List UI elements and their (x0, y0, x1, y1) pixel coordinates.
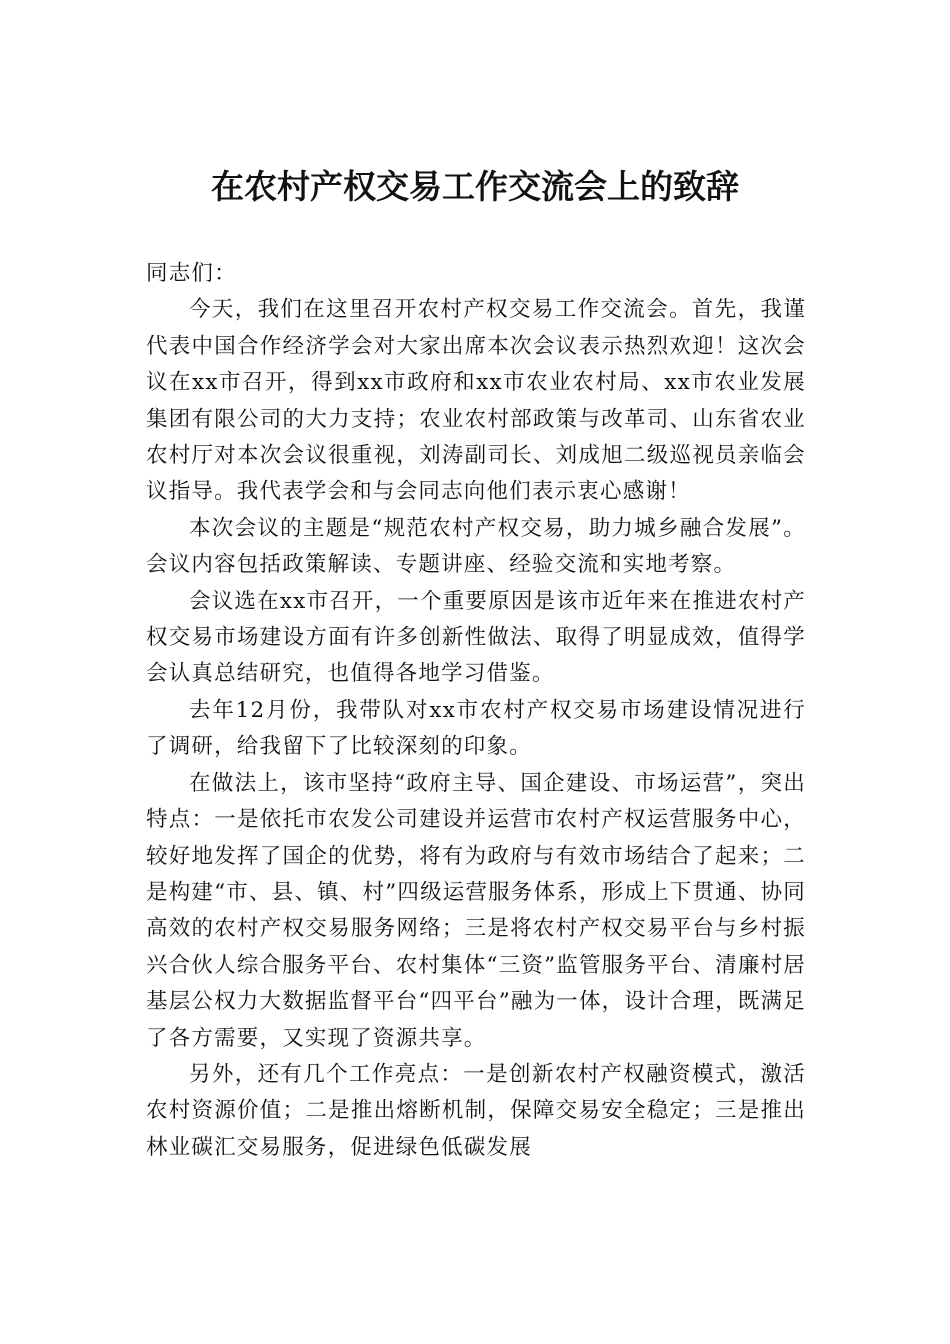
greeting: 同志们： (146, 261, 237, 286)
paragraph-6: 另外，还有几个工作亮点：一是创新农村产权融资模式，激活农村资源价值；二是推出熔断机制，保障交易安全稳定；三是推出林业碳汇交易服务，促进绿色低碳发展 (146, 1061, 806, 1160)
paragraph-3: 会议选在xx市召开，一个重要原因是该市近年来在推进农村产权交易市场建设方面有许多创新性做法、取得了明显成效，值得学会认真总结研究，也值得各地学习借鉴。 (146, 588, 806, 687)
paragraph-2: 本次会议的主题是“规范农村产权交易，助力城乡融合发展”。会议内容包括政策解读、专题讲座、经验交流和实地考察。 (146, 515, 806, 578)
paragraph-4: 去年12月份，我带队对xx市农村产权交易市场建设情况进行了调研，给我留下了比较深刻的印象。 (146, 697, 806, 760)
document-title: 在农村产权交易工作交流会上的致辞 (211, 167, 739, 206)
paragraph-1: 今天，我们在这里召开农村产权交易工作交流会。首先，我谨代表中国合作经济学会对大家出席本次会议表示热烈欢迎！这次会议在xx市召开，得到xx市政府和xx市农业农村局、xx市农业发展集团有限公司的大力支持；农业农村部政策与改革司、山东省农业农村厅对本次会议很重视，刘涛副司长、刘成旭二级巡视员亲临会议指导。我代表学会和与会同志向他们表示衷心感谢！ (146, 297, 806, 505)
document-body (146, 256, 806, 1166)
paragraph-5: 在做法上，该市坚持“政府主导、国企建设、市场运营”，突出特点：一是依托市农发公司建设并运营市农村产权运营服务中心，较好地发挥了国企的优势，将有为政府与有效市场结合了起来；二是构建“市、县、镇、村”四级运营服务体系，形成上下贯通、协同高效的农村产权交易服务网络；三是将农村产权交易平台与乡村振兴合伙人综合服务平台、农村集体“三资”监管服务平台、清廉村居基层公权力大数据监督平台“四平台”融为一体，设计合理，既满足了各方需要，又实现了资源共享。 (146, 770, 806, 1051)
